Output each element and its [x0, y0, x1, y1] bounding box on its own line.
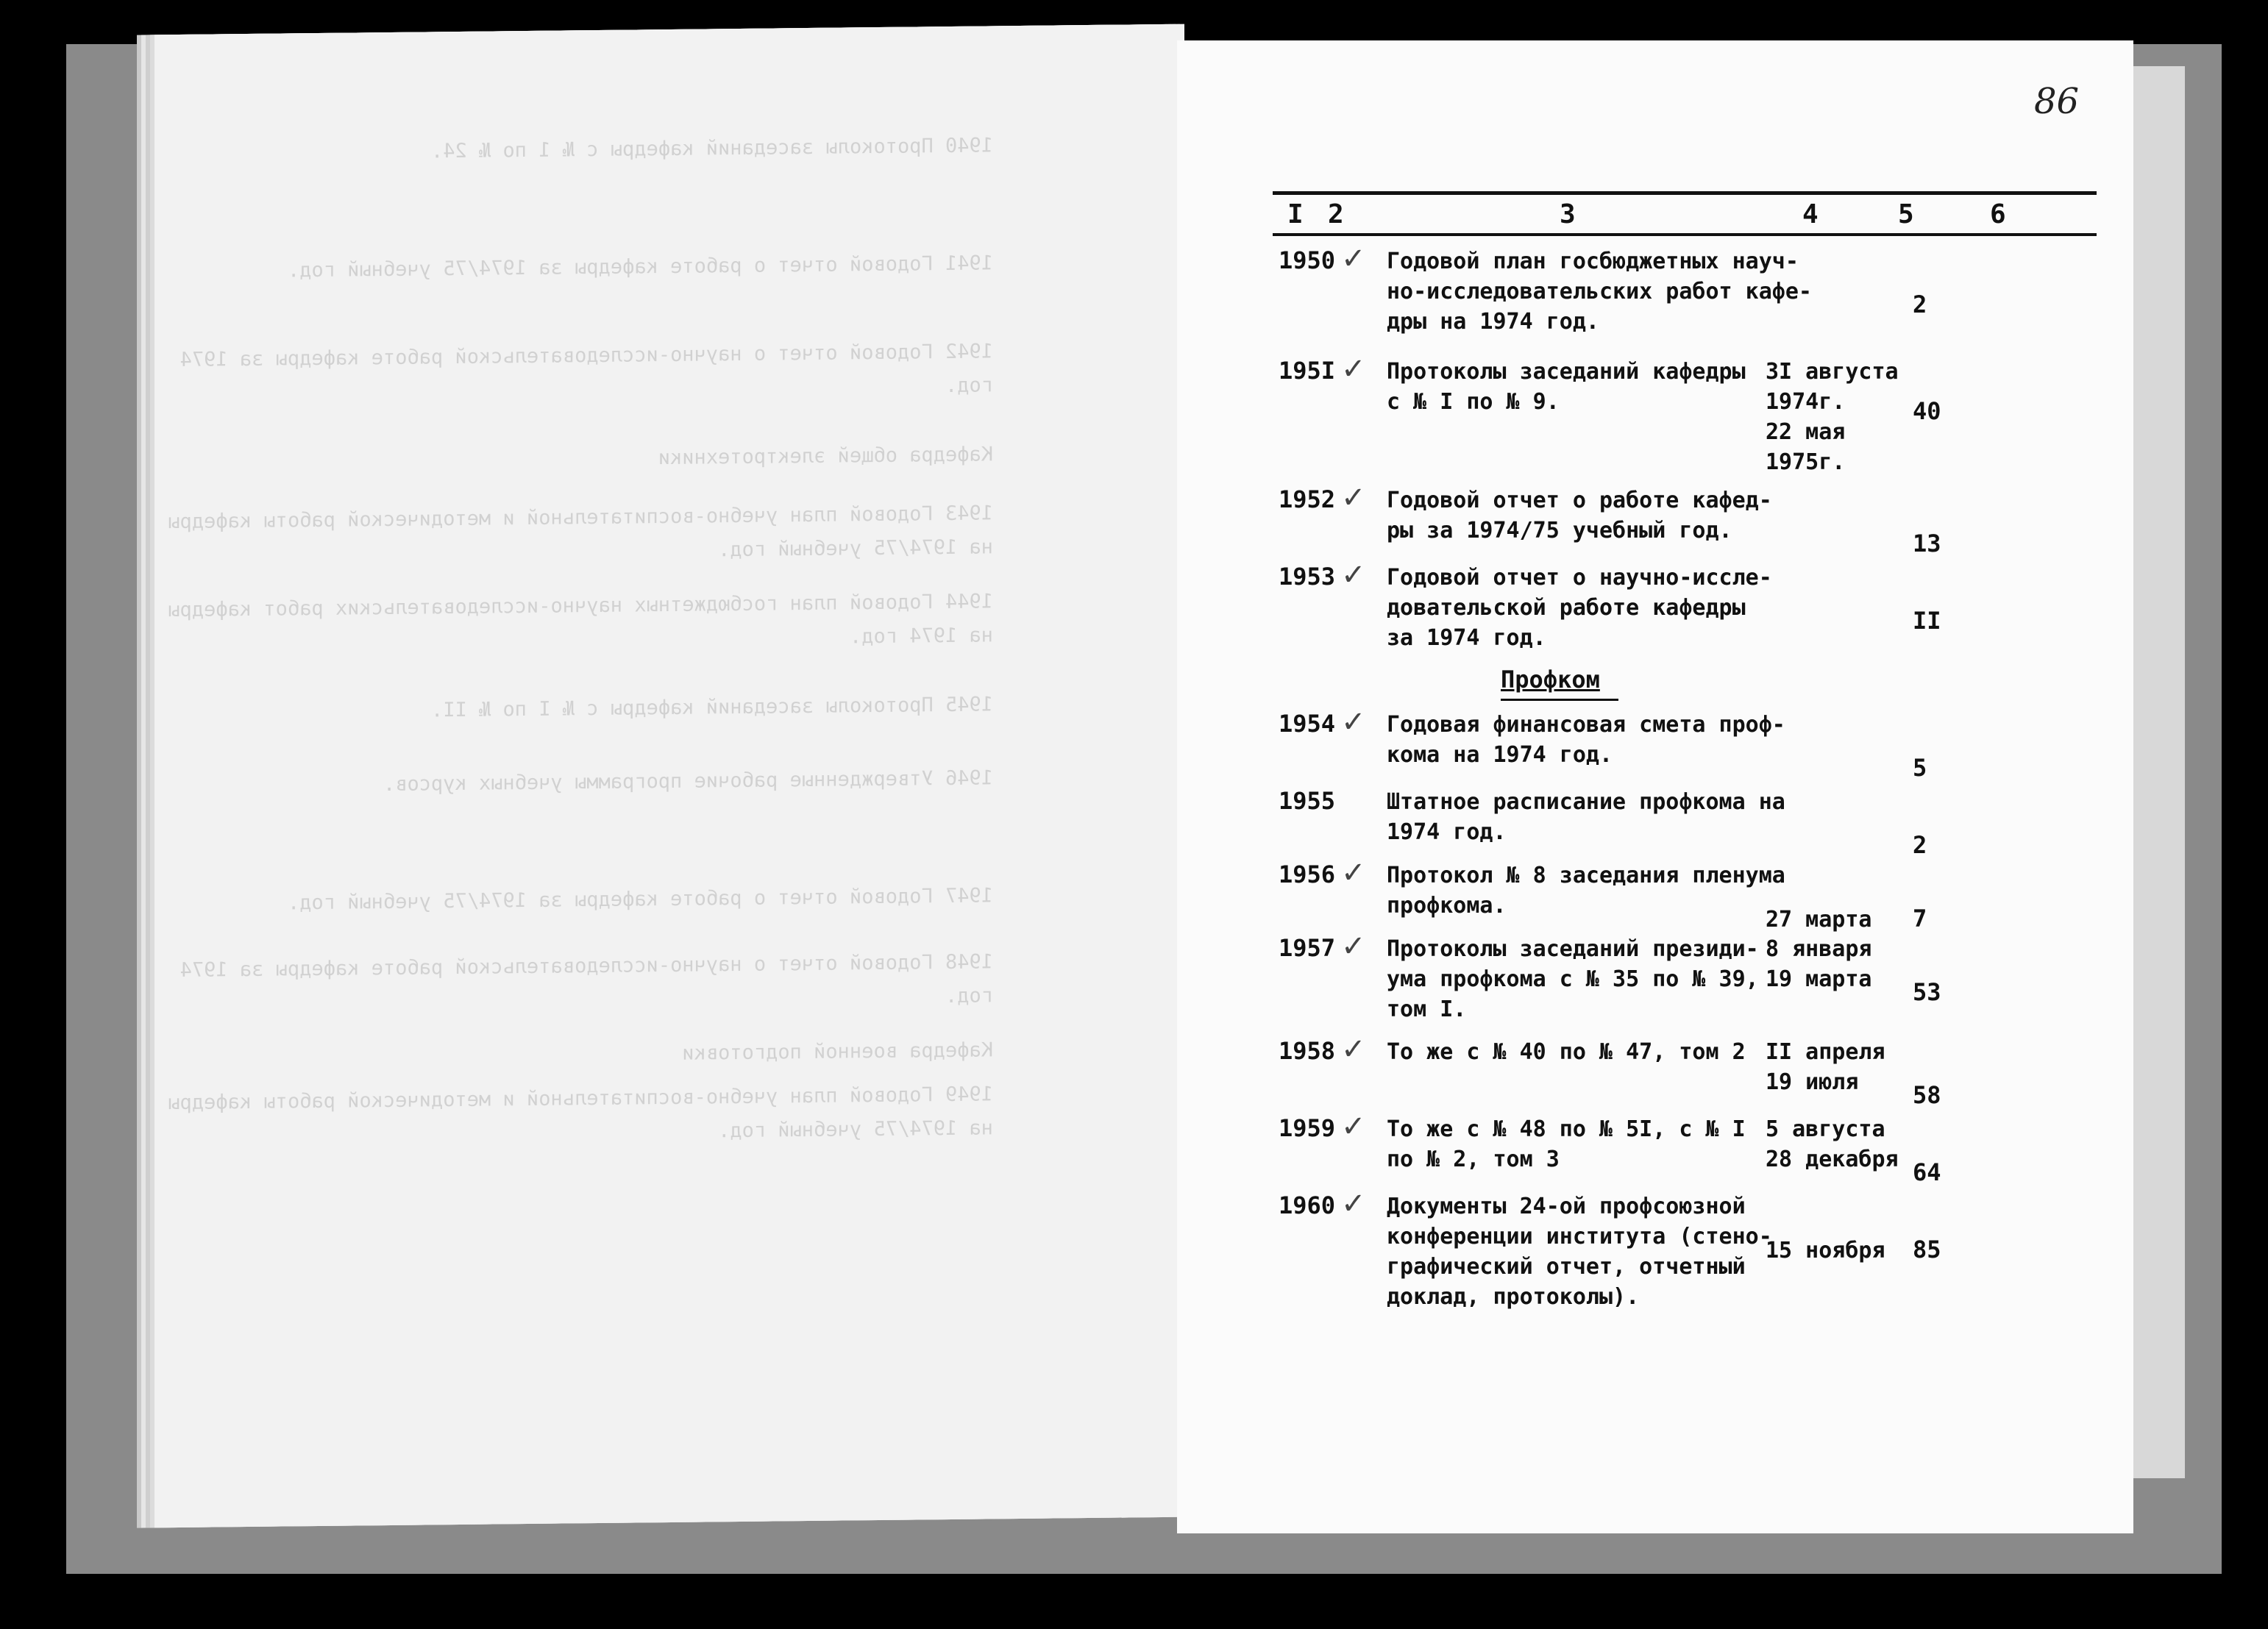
entry-title: Годовой план госбюджетных науч- но-исследовательских работ кафе- дры на 1974 год. — [1387, 249, 1812, 335]
entry-pages: 5 — [1913, 754, 1927, 782]
entry-pages: 2 — [1913, 831, 1927, 859]
bleed-line: 1945 Протоколы заседаний кафедры с № I по № II. — [430, 693, 993, 722]
left-page — [154, 24, 1184, 1528]
entry-dates: 15 ноября — [1766, 1238, 1885, 1263]
header-col-2: 2 — [1328, 199, 1344, 229]
check-mark-icon: ✓ — [1341, 1110, 1366, 1144]
entry-number: 1957 — [1279, 934, 1336, 962]
entry-dates: 27 марта — [1766, 907, 1872, 933]
bleed-line: 1946 Утвержденные рабочие программы учебных курсов. — [383, 766, 993, 796]
check-mark-icon: ✓ — [1341, 242, 1366, 276]
entry-title: То же с № 40 по № 47, том 2 — [1387, 1039, 1746, 1065]
check-mark-icon: ✓ — [1341, 558, 1366, 592]
entry-pages: 85 — [1913, 1236, 1941, 1263]
bleed-line: 1947 Годовой отчет о работе кафедры за 1974/75 учебный год. — [287, 884, 993, 915]
entry-title: Документы 24-ой профсоюзной конференции института (стено- графический отчет, отчетный доклад, протоколы). — [1387, 1194, 1772, 1310]
entry-title: Штатное расписание профкома на 1974 год. — [1387, 789, 1785, 845]
entry-number: 1956 — [1279, 860, 1336, 888]
bleed-line: 1942 Годовой отчет о научно-исследовательской работе кафедры за 1974 год. — [179, 340, 993, 398]
entry-dates: 5 августа 28 декабря — [1766, 1116, 1899, 1172]
bleed-line: 1941 Годовой отчет о работе кафедры за 1974/75 учебный год. — [287, 252, 993, 282]
section-rule — [1501, 699, 1618, 701]
entry-title: Годовая финансовая смета проф- кома на 1974 год. — [1387, 712, 1785, 768]
entry-dates: II апреля 19 июля — [1766, 1039, 1885, 1095]
section-title: Профком — [1501, 666, 1600, 694]
check-mark-icon: ✓ — [1341, 930, 1366, 963]
entry-pages: 58 — [1913, 1081, 1941, 1109]
header-col-3: 3 — [1560, 199, 1576, 229]
entry-dates: 8 января 19 марта — [1766, 936, 1872, 992]
check-mark-icon: ✓ — [1341, 705, 1366, 739]
header-col-4: 4 — [1802, 199, 1819, 229]
check-mark-icon: ✓ — [1341, 481, 1366, 515]
bleed-line: 1943 Годовой план учебно-воспитательной и методической работы кафедры на 1974/75 учебный год. — [168, 502, 993, 562]
header-col-1: I — [1287, 199, 1304, 229]
folio-number: 86 — [2034, 81, 2080, 122]
entry-dates: 3I августа 1974г. 22 мая 1975г. — [1766, 359, 1899, 475]
entry-title: Годовой отчет о научно-иссле- довательской работе кафедры за 1974 год. — [1387, 565, 1772, 651]
entry-number: 1954 — [1279, 710, 1336, 738]
entry-title: Протоколы заседаний президи- ума профкома с № 35 по № 39, том I. — [1387, 936, 1759, 1022]
entry-number: 195I — [1279, 357, 1336, 385]
bleed-through-text — [154, 24, 1184, 1143]
bleed-line: 1940 Протоколы заседаний кафедры с № 1 по № 24. — [430, 134, 993, 163]
check-mark-icon: ✓ — [1341, 856, 1366, 890]
entry-number: 1960 — [1279, 1191, 1336, 1219]
check-mark-icon: ✓ — [1341, 1187, 1366, 1221]
entry-pages: II — [1913, 607, 1941, 635]
entry-number: 1952 — [1279, 485, 1336, 513]
entry-number: 1955 — [1279, 787, 1336, 815]
entry-number: 1959 — [1279, 1114, 1336, 1142]
entry-title: То же с № 48 по № 5I, с № I по № 2, том 3 — [1387, 1116, 1746, 1172]
entry-title: Протоколы заседаний кафедры с № I по № 9. — [1387, 359, 1746, 415]
check-mark-icon: ✓ — [1341, 1033, 1366, 1066]
bleed-line: 1949 Годовой план учебно-воспитательной и методической работы кафедры на 1974/75 учебный год. — [168, 1083, 993, 1143]
entry-pages: 7 — [1913, 905, 1927, 933]
entry-title: Протокол № 8 заседания пленума профкома. — [1387, 863, 1785, 919]
entry-pages: 13 — [1913, 530, 1941, 557]
header-col-6: 6 — [1990, 199, 2006, 229]
table-header — [1273, 191, 2097, 236]
entry-number: 1950 — [1279, 246, 1336, 274]
entry-number: 1953 — [1279, 563, 1336, 591]
entry-pages: 53 — [1913, 978, 1941, 1006]
entry-pages: 64 — [1913, 1158, 1941, 1186]
entry-pages: 40 — [1913, 397, 1941, 425]
entry-number: 1958 — [1279, 1037, 1336, 1065]
entry-title: Годовой отчет о работе кафед- ры за 1974/75 учебный год. — [1387, 488, 1772, 543]
bleed-line: 1944 Годовой план госбюджетных научно-исследовательских работ кафедры на 1974 год. — [168, 590, 993, 649]
bleed-line: Кафедра военной подготовки — [682, 1038, 993, 1065]
header-col-5: 5 — [1898, 199, 1914, 229]
bleed-line: Кафедра общей электротехники — [658, 443, 993, 470]
bleed-line: 1948 Годовой отчет о научно-исследовательской работе кафедры за 1974 год. — [179, 950, 993, 1008]
check-mark-icon: ✓ — [1341, 352, 1366, 386]
entry-pages: 2 — [1913, 290, 1927, 318]
